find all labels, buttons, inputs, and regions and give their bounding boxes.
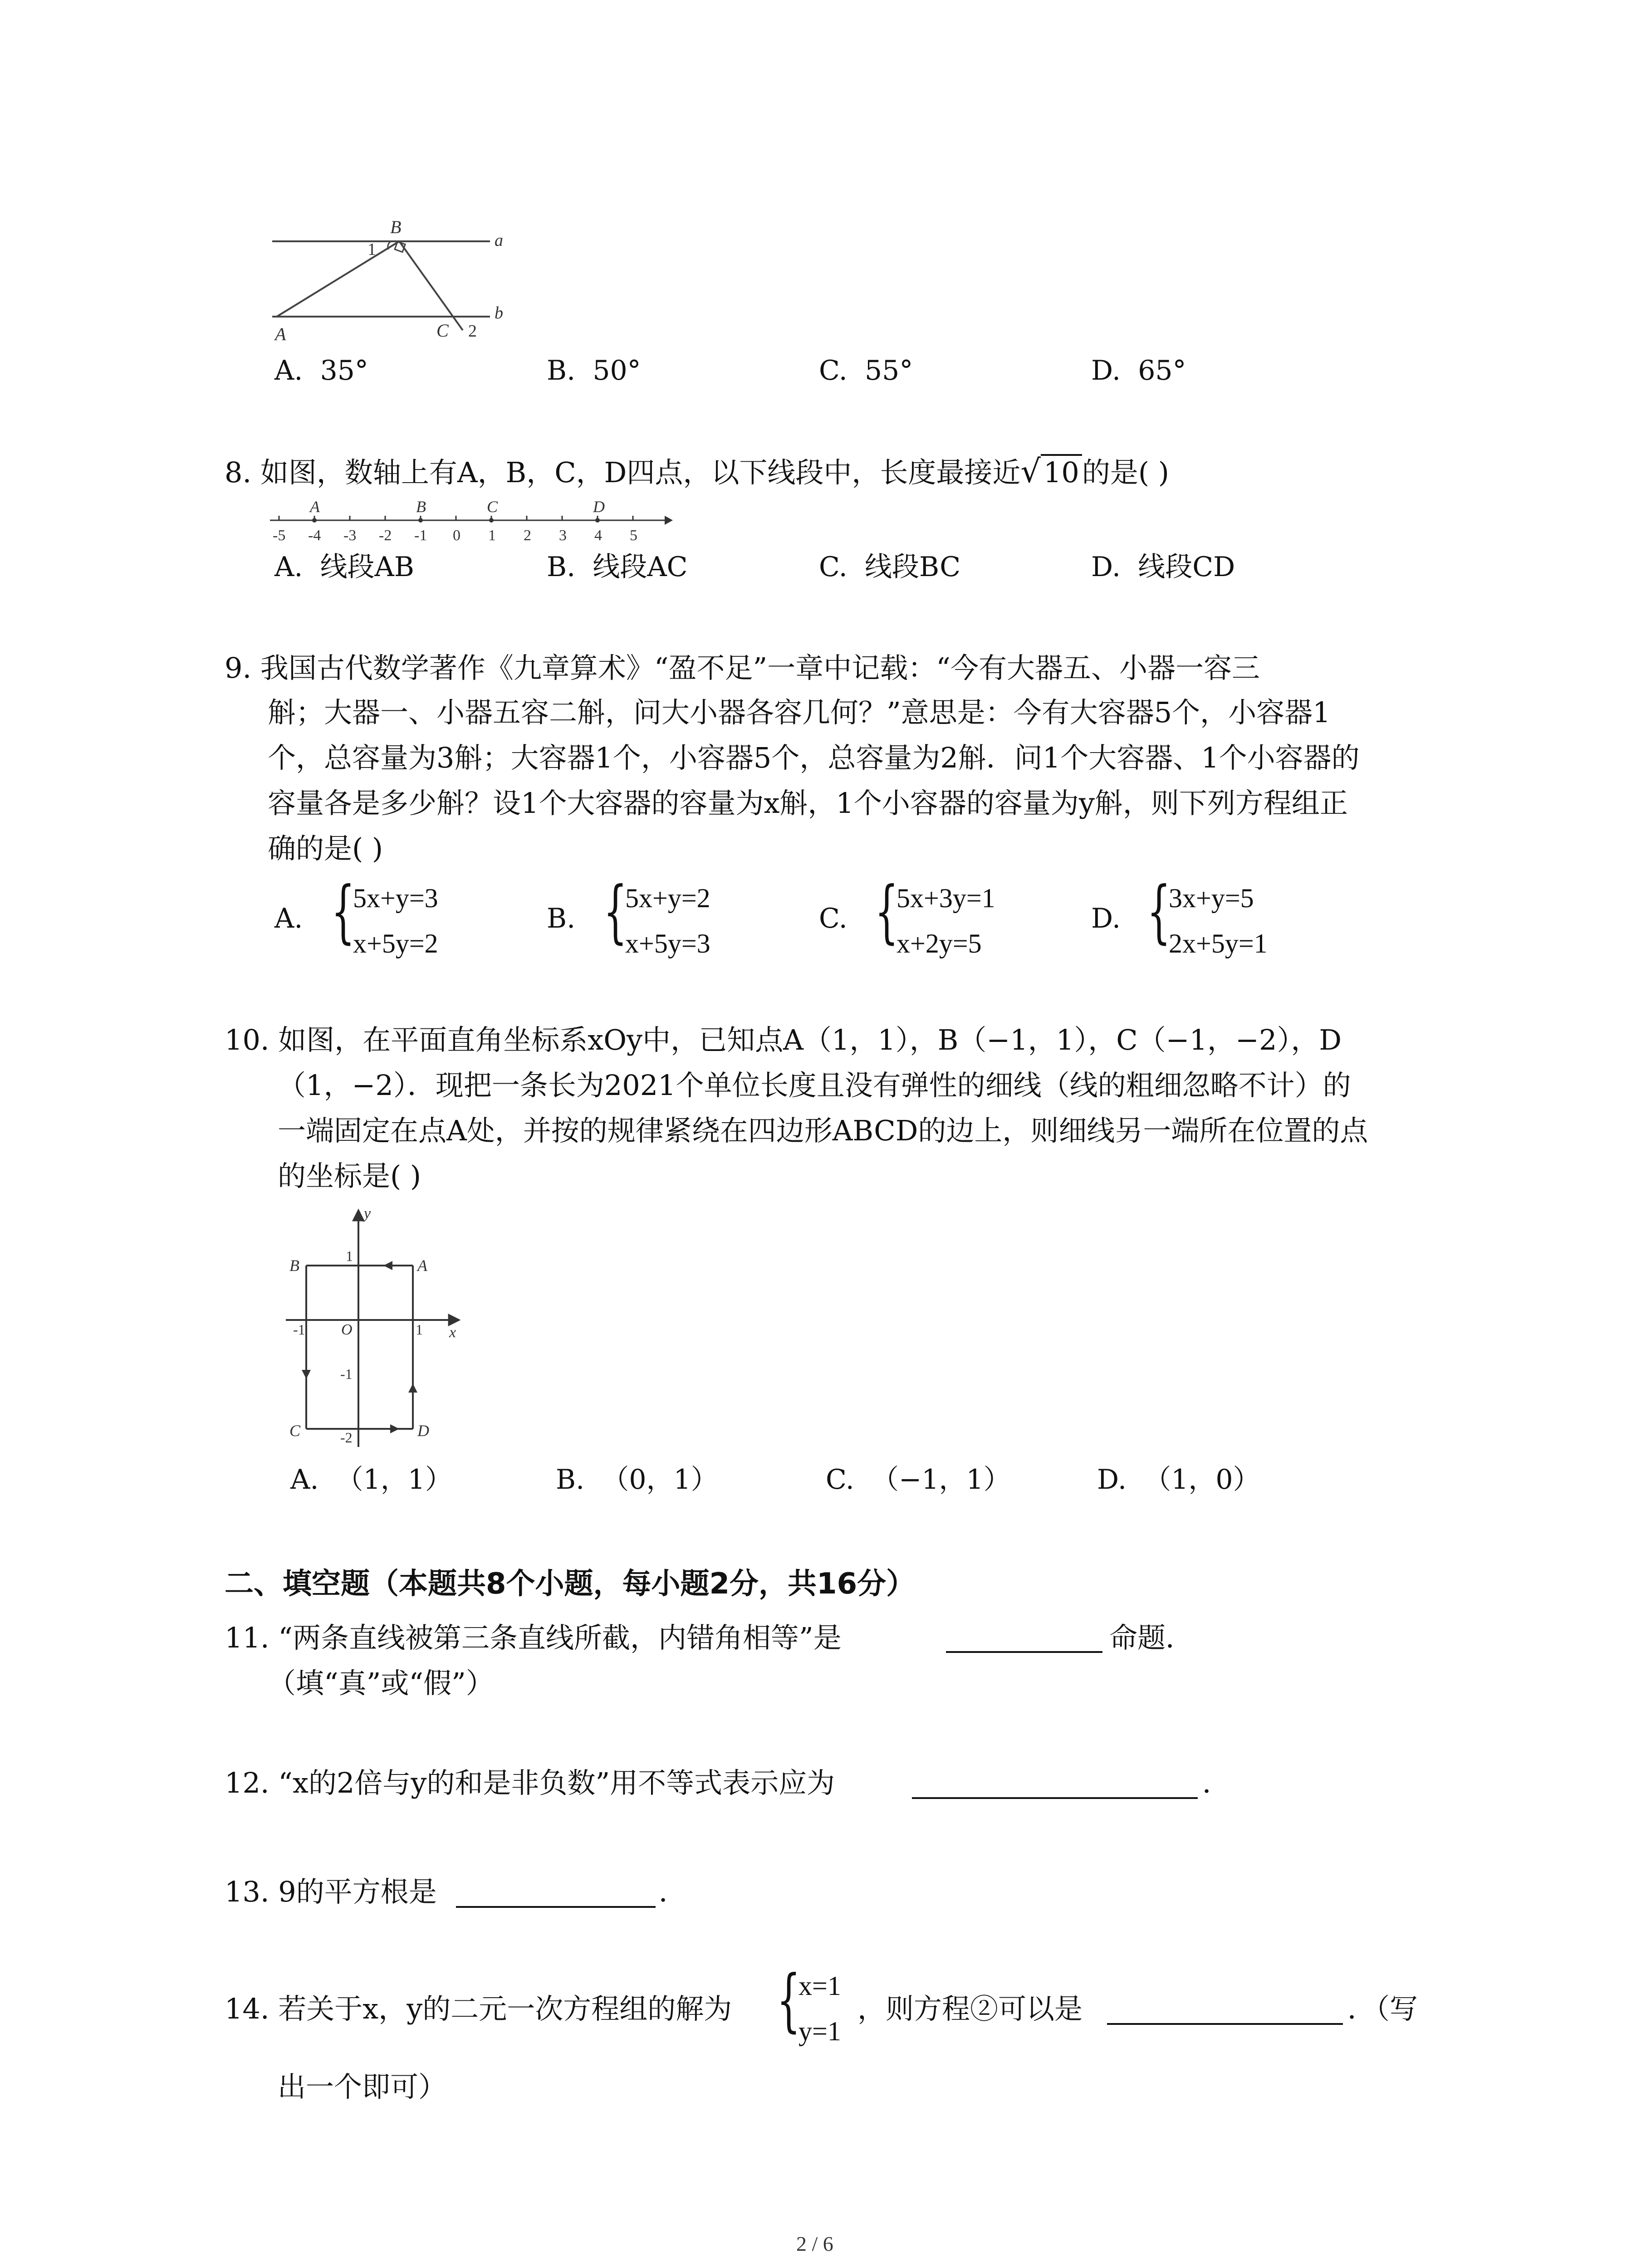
q10-line: 一端固定在点A处，并按的规律紧绕在四边形ABCD的边上，则细线另一端所在位置的点 — [278, 1114, 1368, 1147]
option-text: （0，1） — [602, 1464, 718, 1496]
tick-label: 4 — [594, 527, 602, 544]
option-label: D. — [1091, 355, 1121, 386]
solution-y: y=1 — [798, 2016, 841, 2046]
q10-line: 10. 如图，在平面直角坐标系xOy中，已知点A（1，1），B（−1，1），C（−1，−2），D — [225, 1023, 1342, 1056]
tick-label: 5 — [630, 527, 637, 544]
q14-line2: 出一个即可） — [278, 2070, 447, 2103]
option-label: C. — [819, 903, 847, 934]
q10-option-d — [1097, 1464, 1260, 1496]
tick-label: 3 — [559, 527, 567, 544]
option-label: A. — [290, 1464, 319, 1496]
q7-option-a — [274, 357, 368, 384]
q14-stem: 14. 若关于x，y的二元一次方程组的解为 — [225, 1992, 732, 2025]
equation-1: 3x+y=5 — [1169, 883, 1254, 913]
option-text: 65° — [1138, 355, 1186, 386]
q8-stem-post: 的是( ) — [1082, 456, 1169, 489]
q11-stem-end: 命题． — [1109, 1621, 1194, 1654]
tick-label: 2 — [524, 527, 531, 544]
tick-label: -2 — [379, 527, 392, 544]
section-heading: 二、填空题（本题共8个小题，每小题2分，共16分） — [225, 1567, 916, 1601]
tick-x-1: 1 — [416, 1321, 423, 1338]
option-label: A. — [274, 355, 303, 386]
option-label: C. — [826, 1464, 854, 1496]
option-label: D. — [1091, 551, 1121, 583]
equation-1: 5x+y=2 — [625, 883, 710, 913]
q7-label-a: A — [275, 324, 286, 344]
point-label: A — [310, 498, 320, 516]
brace-icon: { — [1147, 872, 1171, 951]
q7-label-a-line: a — [495, 231, 503, 250]
tick-label: -4 — [308, 527, 321, 544]
sqrt-symbol: √ — [1020, 453, 1041, 490]
q8-stem-pre: 8. 如图，数轴上有A，B，C，D四点，以下线段中，长度最接近 — [225, 456, 1021, 489]
tick-label: 0 — [453, 527, 460, 544]
q7-option-b — [547, 357, 641, 384]
q8-number-line — [265, 492, 674, 551]
option-label: B. — [547, 355, 576, 386]
point-marker — [312, 518, 317, 523]
q7-label-2: 2 — [468, 322, 477, 341]
q10-option-c — [826, 1464, 1011, 1496]
q9-line: 确的是( ) — [268, 832, 383, 865]
option-text: 线段BC — [865, 551, 961, 583]
option-label: D. — [1091, 903, 1121, 934]
q14-stem-end: ．（写 — [1347, 1992, 1418, 2025]
option-text: 55° — [865, 355, 913, 386]
option-text: 线段AC — [593, 551, 688, 583]
tick-y-neg2: -2 — [340, 1429, 353, 1446]
brace-icon: { — [331, 872, 355, 951]
point-label: B — [416, 498, 426, 516]
q7-label-1: 1 — [367, 240, 376, 259]
option-label: B. — [547, 551, 576, 583]
tick-y-neg1: -1 — [340, 1366, 353, 1382]
solution-x: x=1 — [798, 1971, 841, 2001]
origin-label: O — [341, 1321, 353, 1338]
option-label: C. — [819, 551, 847, 583]
option-label: B. — [556, 1464, 585, 1496]
brace-icon: { — [777, 1961, 801, 2040]
option-label: C. — [819, 355, 847, 386]
equation-2: x+5y=2 — [353, 929, 438, 958]
tick-y-1: 1 — [346, 1248, 353, 1264]
q7-figure — [268, 213, 522, 349]
point-marker — [489, 518, 494, 523]
q8-option-b — [547, 553, 688, 581]
q12-stem: 12. “x的2倍与y的和是非负数”用不等式表示应为 — [225, 1766, 835, 1799]
q10-option-a — [290, 1464, 452, 1496]
q8-option-c — [819, 553, 960, 581]
q9-line: 容量各是多少斛？设1个大容器的容量为x斛，1个小容器的容量为y斛，则下列方程组正 — [268, 787, 1348, 820]
equation-2: x+2y=5 — [896, 929, 982, 958]
option-text: 线段AB — [320, 551, 414, 583]
q10-line: 的坐标是( ) — [278, 1159, 421, 1193]
tick-label: 1 — [488, 527, 496, 544]
option-label: B. — [547, 903, 576, 934]
equation-2: x+5y=3 — [625, 929, 710, 958]
brace-icon: { — [875, 872, 899, 951]
q14-stem-mid: ，则方程②可以是 — [857, 1992, 1083, 2025]
q13-stem: 13. 9的平方根是 — [225, 1875, 437, 1908]
option-text: （1，1） — [336, 1464, 452, 1496]
q10-option-b — [556, 1464, 718, 1496]
q8-stem — [225, 453, 1169, 490]
q9-line: 斛；大器一、小器五容二斛，问大小器各容几何？”意思是：今有大容器5个，小容器1 — [268, 696, 1331, 729]
option-label: D. — [1097, 1464, 1127, 1496]
option-text: （−1，1） — [872, 1464, 1011, 1496]
q11-stem: 11. “两条直线被第三条直线所截，内错角相等”是 — [225, 1621, 842, 1654]
tick-label: -3 — [343, 527, 357, 544]
q7-option-d — [1091, 357, 1186, 384]
q7-option-c — [819, 357, 913, 384]
option-text: 50° — [593, 355, 641, 386]
point-marker — [595, 518, 600, 523]
point-marker — [418, 518, 423, 523]
point-a-label: A — [417, 1256, 427, 1275]
point-d-label: D — [417, 1422, 429, 1440]
tick-label: -5 — [273, 527, 286, 544]
tick-x-neg1: -1 — [293, 1321, 305, 1338]
equation-1: 5x+3y=1 — [896, 883, 995, 913]
radicand: 10 — [1041, 454, 1082, 489]
q10-coordinate-figure — [281, 1202, 472, 1456]
q14-answer-blank[interactable] — [1107, 2023, 1343, 2025]
q10-line: （1，−2）．现把一条长为2021个单位长度且没有弹性的细线（线的粗细忽略不计）的 — [278, 1069, 1351, 1102]
q9-line: 个，总容量为3斛；大容器1个，小容器5个，总容量为2斛．问1个大容器、1个小容器的 — [268, 741, 1360, 774]
option-text: （1，0） — [1144, 1464, 1260, 1496]
point-b-label: B — [289, 1256, 299, 1275]
q11-hint: （填“真”或“假”） — [268, 1667, 494, 1700]
option-label: A. — [274, 903, 303, 934]
q13-stem-end: ． — [659, 1875, 687, 1908]
axis-x-label: x — [449, 1324, 456, 1341]
arrow-right-icon — [665, 516, 673, 525]
equation-1: 5x+y=3 — [353, 883, 438, 913]
q12-stem-end: ． — [1202, 1766, 1231, 1799]
point-label: D — [593, 498, 605, 516]
q8-option-d — [1091, 553, 1235, 581]
option-label: A. — [274, 551, 303, 583]
q7-label-c: C — [436, 320, 449, 341]
q8-option-a — [274, 553, 414, 581]
tick-label: -1 — [414, 527, 427, 544]
q7-label-b: B — [390, 217, 402, 237]
q7-label-b-line: b — [495, 303, 503, 323]
q11-answer-blank[interactable] — [946, 1651, 1102, 1653]
axis-y-label: y — [364, 1205, 371, 1222]
option-text: 35° — [320, 355, 368, 386]
q13-answer-blank[interactable] — [456, 1906, 656, 1908]
equation-2: 2x+5y=1 — [1169, 929, 1268, 958]
brace-icon: { — [603, 872, 627, 951]
point-label: C — [487, 498, 498, 516]
page-number: 2 / 6 — [796, 2232, 833, 2255]
point-c-label: C — [289, 1422, 301, 1440]
q9-line: 9. 我国古代数学著作《九章算术》“盈不足”一章中记载：“今有大器五、小器一容三 — [225, 651, 1260, 684]
option-text: 线段CD — [1138, 551, 1235, 583]
q12-answer-blank[interactable] — [912, 1797, 1198, 1799]
